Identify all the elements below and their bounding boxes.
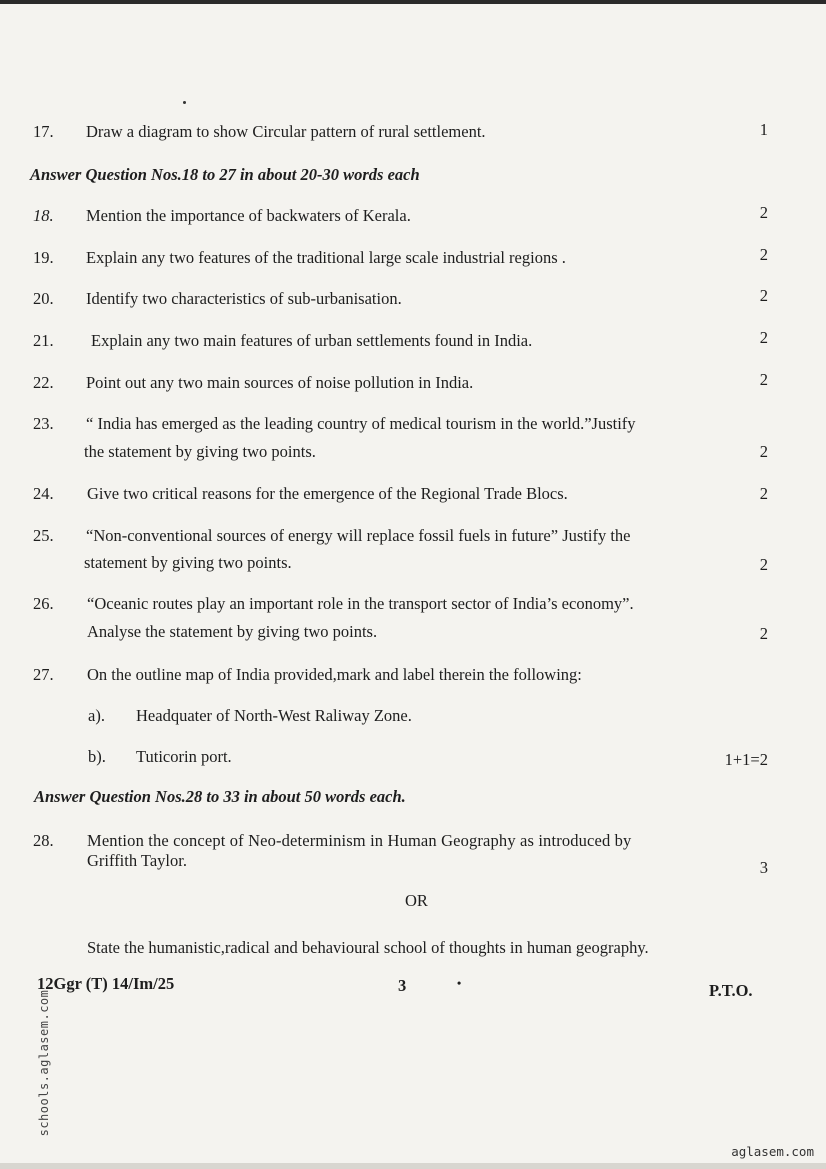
question-text: Give two critical reasons for the emergence of the Regional Trade Blocs. <box>87 484 568 503</box>
sub-item-a-label: a). <box>88 706 105 725</box>
question-text: Explain any two main features of urban settlements found in India. <box>91 331 533 350</box>
question-number: 24. <box>33 484 54 503</box>
question-23 <box>0 410 826 466</box>
question-28-alternative: State the humanistic,radical and behavioural school of thoughts in human geography. <box>87 938 649 957</box>
stray-dot <box>183 101 186 104</box>
page-number: 3 <box>398 976 407 995</box>
sub-item-b-text: Tuticorin port. <box>136 747 232 766</box>
paper-code: 12Ggr (T) 14/Im/25 <box>37 974 175 993</box>
question-marks: 2 <box>759 203 768 222</box>
question-27 <box>0 661 826 781</box>
or-separator: OR <box>405 891 428 910</box>
question-26 <box>0 590 826 646</box>
question-marks: 2 <box>759 555 768 574</box>
question-text-line-1: Mention the concept of Neo-determinism in Human Geography as introduced by <box>87 831 632 850</box>
question-marks: 2 <box>759 442 768 461</box>
question-text: Explain any two features of the traditional large scale industrial regions . <box>86 248 566 267</box>
question-marks: 2 <box>759 286 768 305</box>
question-text-line-1: “ India has emerged as the leading country of medical tourism in the world.”Justify <box>86 414 636 433</box>
question-number: 22. <box>33 373 54 392</box>
section-heading-1: Answer Question Nos.18 to 27 in about 20-30 words each <box>30 165 420 184</box>
sub-item-b-label: b). <box>88 747 106 766</box>
question-25 <box>0 522 826 578</box>
sub-item-a-text: Headquater of North-West Raliway Zone. <box>136 706 412 725</box>
question-marks: 2 <box>759 245 768 264</box>
pto-label: P.T.O. <box>709 981 753 1000</box>
question-number: 19. <box>33 248 54 267</box>
question-marks: 2 <box>759 328 768 347</box>
question-text: On the outline map of India provided,mark and label therein the following: <box>87 665 582 684</box>
question-text-line-1: “Oceanic routes play an important role in the transport sector of India’s economy”. <box>87 594 634 613</box>
question-marks: 2 <box>759 624 768 643</box>
question-number: 18. <box>33 206 54 225</box>
question-marks: 1+1=2 <box>724 750 768 769</box>
question-number: 25. <box>33 526 54 545</box>
top-edge <box>0 0 826 4</box>
question-text-line-1: “Non-conventional sources of energy will replace fossil fuels in future” Justify the <box>86 526 631 545</box>
side-watermark: schools.aglasem.com <box>37 989 51 1137</box>
question-text-line-2: statement by giving two points. <box>84 553 292 572</box>
footer-dot: • <box>457 976 462 990</box>
question-text: Mention the importance of backwaters of Kerala. <box>86 206 411 225</box>
question-marks: 2 <box>759 370 768 389</box>
question-marks: 1 <box>759 120 768 139</box>
question-text: Identify two characteristics of sub-urbanisation. <box>86 289 402 308</box>
bottom-edge <box>0 1163 826 1169</box>
question-number: 23. <box>33 414 54 433</box>
bottom-watermark: aglasem.com <box>731 1144 814 1159</box>
question-number: 17. <box>33 122 54 141</box>
question-text: Point out any two main sources of noise pollution in India. <box>86 373 474 392</box>
question-marks: 3 <box>759 858 768 877</box>
question-text-line-2: the statement by giving two points. <box>84 442 316 461</box>
section-heading-2: Answer Question Nos.28 to 33 in about 50 words each. <box>34 787 406 806</box>
question-text: Draw a diagram to show Circular pattern of rural settlement. <box>86 122 486 141</box>
question-text-line-2: Griffith Taylor. <box>87 851 187 870</box>
question-number: 20. <box>33 289 54 308</box>
question-number: 26. <box>33 594 54 613</box>
question-number: 28. <box>33 831 54 850</box>
question-number: 27. <box>33 665 54 684</box>
question-text-line-2: Analyse the statement by giving two points. <box>87 622 378 641</box>
question-marks: 2 <box>759 484 768 503</box>
question-number: 21. <box>33 331 54 350</box>
